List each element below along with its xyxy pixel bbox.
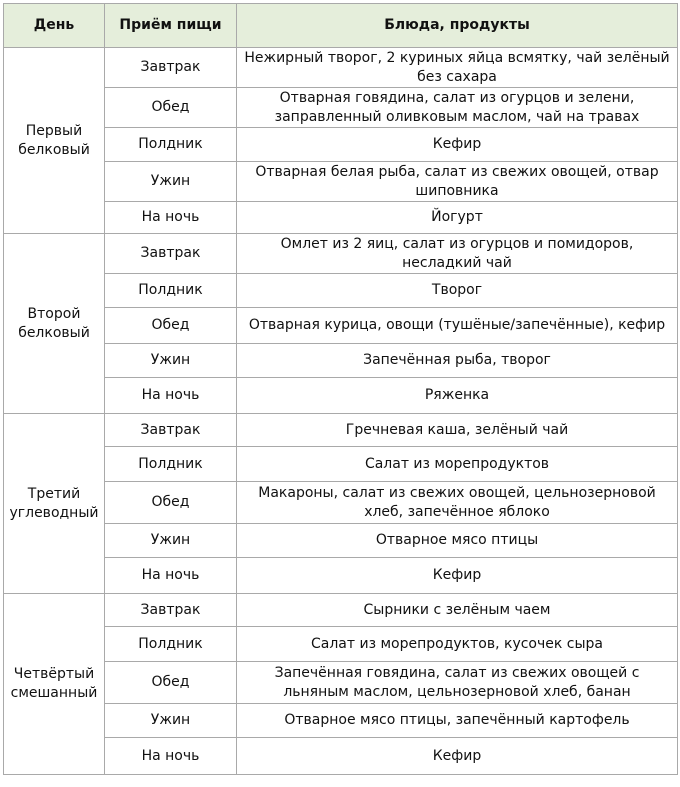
dishes-cell: Ряженка bbox=[237, 378, 678, 414]
dishes-cell: Отварная говядина, салат из огурцов и зелени, заправленный оливковым маслом, чай на травах bbox=[237, 88, 678, 128]
dishes-cell: Запечённая рыба, творог bbox=[237, 344, 678, 378]
table-row bbox=[4, 524, 678, 558]
header-row bbox=[4, 4, 678, 48]
day-cell: Второй белковый bbox=[4, 234, 105, 414]
table-row bbox=[4, 274, 678, 308]
dishes-cell: Запечённая говядина, салат из свежих овощей с льняным маслом, цельнозерновой хлеб, банан bbox=[237, 662, 678, 704]
meal-cell: Завтрак bbox=[105, 414, 237, 447]
dishes-cell: Нежирный творог, 2 куриных яйца всмятку, чай зелёный без сахара bbox=[237, 48, 678, 88]
dishes-cell: Макароны, салат из свежих овощей, цельнозерновой хлеб, запечённое яблоко bbox=[237, 482, 678, 524]
table-row bbox=[4, 704, 678, 738]
meal-cell: Ужин bbox=[105, 704, 237, 738]
meal-cell: Завтрак bbox=[105, 48, 237, 88]
meal-cell: Завтрак bbox=[105, 594, 237, 627]
meal-cell: На ночь bbox=[105, 202, 237, 234]
meal-cell: На ночь bbox=[105, 378, 237, 414]
dishes-cell: Йогурт bbox=[237, 202, 678, 234]
meal-cell: Обед bbox=[105, 482, 237, 524]
table-row bbox=[4, 738, 678, 775]
table-row bbox=[4, 162, 678, 202]
dishes-cell: Отварная курица, овощи (тушёные/запечённые), кефир bbox=[237, 308, 678, 344]
meal-cell: Полдник bbox=[105, 627, 237, 662]
dishes-cell: Творог bbox=[237, 274, 678, 308]
table-row bbox=[4, 234, 678, 274]
table-row bbox=[4, 558, 678, 594]
meal-cell: Полдник bbox=[105, 447, 237, 482]
day-cell: Третий углеводный bbox=[4, 414, 105, 594]
diet-menu-table bbox=[3, 3, 678, 775]
meal-cell: Ужин bbox=[105, 524, 237, 558]
meal-cell: На ночь bbox=[105, 558, 237, 594]
header-dishes: Блюда, продукты bbox=[237, 4, 678, 48]
table-row bbox=[4, 482, 678, 524]
meal-cell: Завтрак bbox=[105, 234, 237, 274]
dishes-cell: Отварное мясо птицы, запечённый картофель bbox=[237, 704, 678, 738]
dishes-cell: Омлет из 2 яиц, салат из огурцов и помидоров, несладкий чай bbox=[237, 234, 678, 274]
dishes-cell: Гречневая каша, зелёный чай bbox=[237, 414, 678, 447]
dishes-cell: Салат из морепродуктов, кусочек сыра bbox=[237, 627, 678, 662]
table-row bbox=[4, 594, 678, 627]
dishes-cell: Салат из морепродуктов bbox=[237, 447, 678, 482]
table-row bbox=[4, 344, 678, 378]
day-cell: Первый белковый bbox=[4, 48, 105, 234]
menu-body bbox=[4, 48, 678, 775]
meal-cell: Обед bbox=[105, 88, 237, 128]
day-cell: Четвёртый смешанный bbox=[4, 594, 105, 775]
meal-cell: Полдник bbox=[105, 128, 237, 162]
meal-cell: Обед bbox=[105, 662, 237, 704]
table-row bbox=[4, 447, 678, 482]
dishes-cell: Отварная белая рыба, салат из свежих овощей, отвар шиповника bbox=[237, 162, 678, 202]
meal-cell: Ужин bbox=[105, 344, 237, 378]
meal-cell: Ужин bbox=[105, 162, 237, 202]
dishes-cell: Кефир bbox=[237, 738, 678, 775]
table-row bbox=[4, 627, 678, 662]
table-row bbox=[4, 378, 678, 414]
table-row bbox=[4, 414, 678, 447]
dishes-cell: Отварное мясо птицы bbox=[237, 524, 678, 558]
meal-cell: Обед bbox=[105, 308, 237, 344]
header-day: День bbox=[4, 4, 105, 48]
table-row bbox=[4, 128, 678, 162]
meal-cell: На ночь bbox=[105, 738, 237, 775]
table-row bbox=[4, 202, 678, 234]
dishes-cell: Сырники с зелёным чаем bbox=[237, 594, 678, 627]
header-meal: Приём пищи bbox=[105, 4, 237, 48]
table-row bbox=[4, 48, 678, 88]
dishes-cell: Кефир bbox=[237, 558, 678, 594]
dishes-cell: Кефир bbox=[237, 128, 678, 162]
table-row bbox=[4, 88, 678, 128]
meal-cell: Полдник bbox=[105, 274, 237, 308]
table-row bbox=[4, 662, 678, 704]
table-row bbox=[4, 308, 678, 344]
